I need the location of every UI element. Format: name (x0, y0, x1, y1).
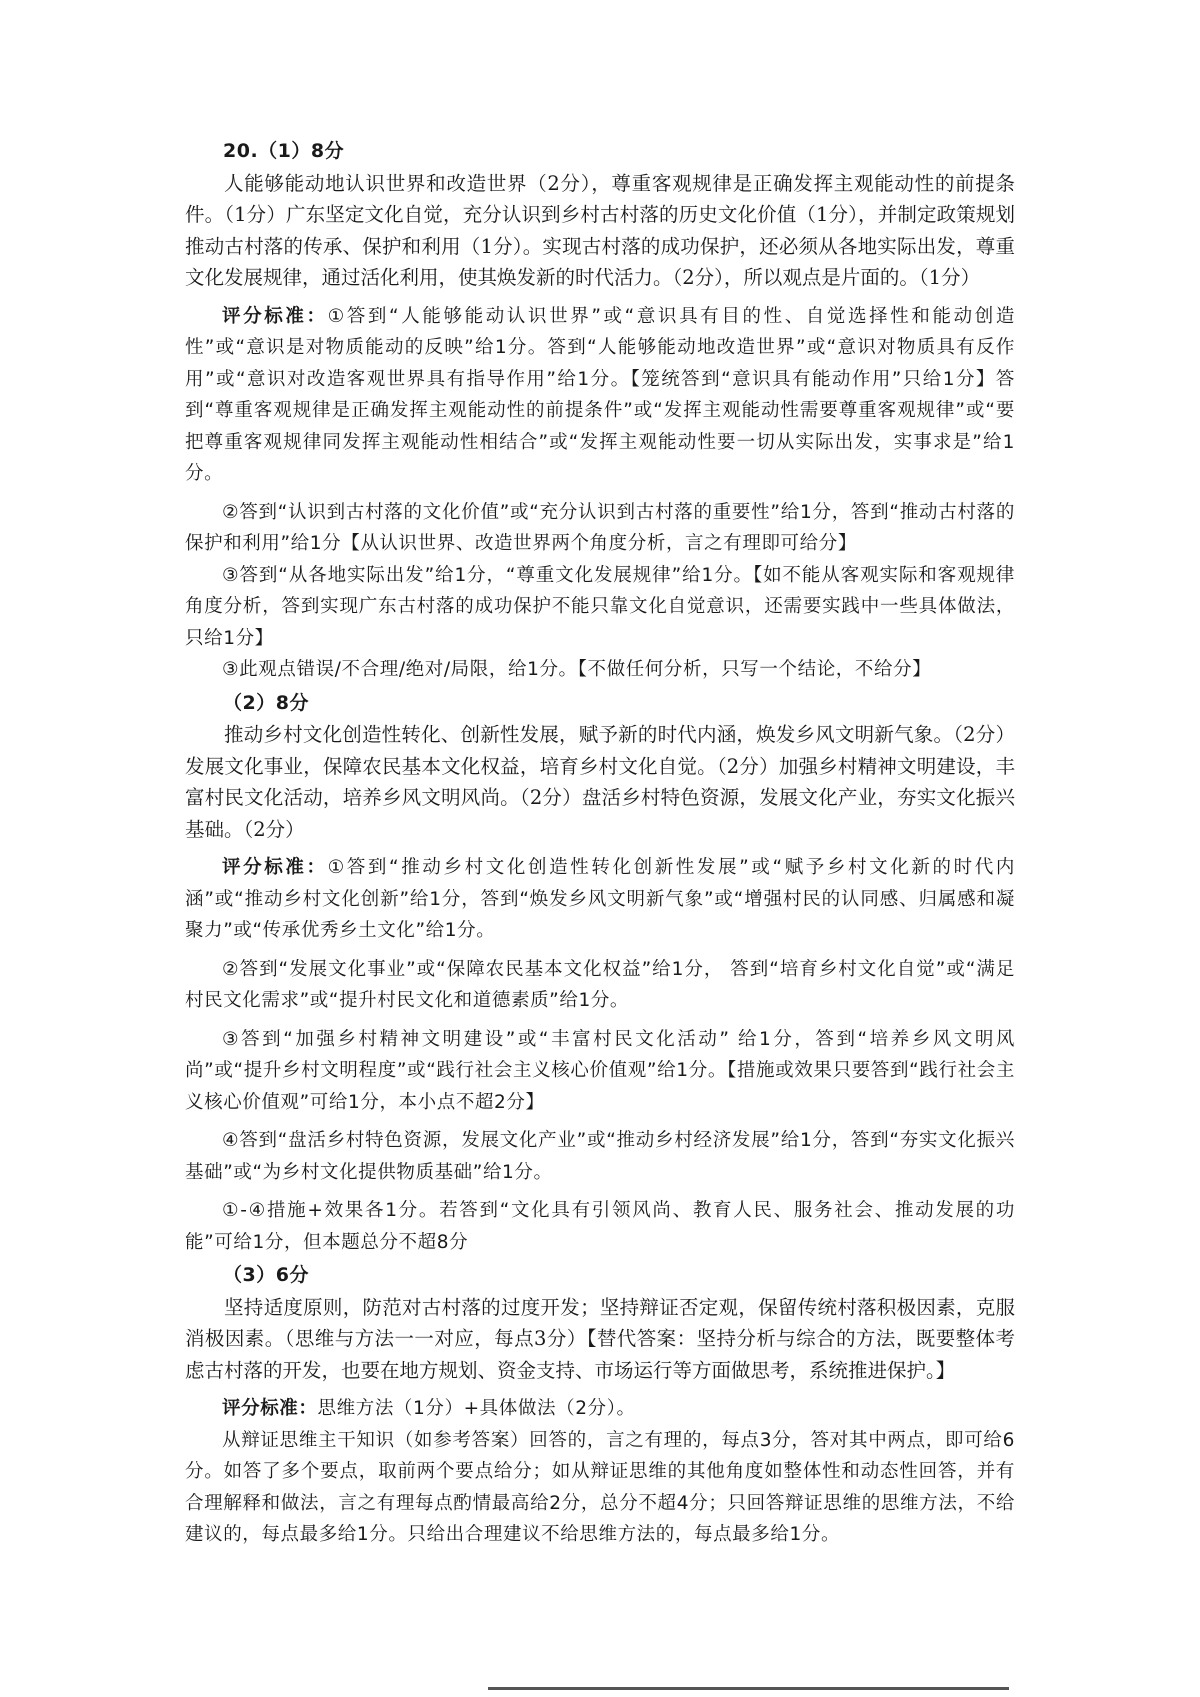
q3-criteria-inline: 思维方法（1分）+具体做法（2分）。 (317, 1398, 636, 1419)
q2-criteria-1 (185, 852, 1015, 947)
q1-criteria-text-1: ①答到“人能够能动认识世界”或“意识具有目的性、自觉选择性和能动创造性”或“意识是对物质能动的反映”给1分。答到“人能够能动地改造世界”或“意识对物质具有反作用”或“意识对改造客观世界具有指导作用”给1分。【笼统答到“意识具有能动作用”只给1分】答到“尊重客观规律是正确发挥主观能动性的前提条件”或“发挥主观能动性需要尊重客观规律”或“要把尊重客观规律同发挥主观能动性相结合”或“发挥主观能动性要一切从实际出发，实事求是”给1分。 (185, 305, 1015, 484)
q3-criteria-summary (185, 1393, 1015, 1425)
q1-heading: 20.（1）8分 (223, 140, 345, 162)
q1-criteria-3: ③答到“从各地实际出发”给1分，“尊重文化发展规律”给1分。【如不能从客观实际和客观规律角度分析，答到实现广东古村落的成功保护不能只靠文化自觉意识，还需要实践中一些具体做法，只给1分】 (185, 564, 1015, 649)
q2-criteria-4: ④答到“盘活乡村特色资源，发展文化产业”或“推动乡村经济发展”给1分，答到“夯实文化振兴基础”或“为乡村文化提供物质基础”给1分。 (185, 1130, 1015, 1183)
q3-heading: （3）6分 (223, 1264, 309, 1286)
q1-criteria-label: 评分标准： (222, 305, 328, 327)
q3-answer: 坚持适度原则，防范对古村落的过度开发；坚持辩证否定观，保留传统村落积极因素，克服消极因素。（思维与方法一一对应，每点3分）【替代答案：坚持分析与综合的方法，既要整体考虑古村落的开发，也要在地方规划、资金支持、市场运行等方面做思考，系统推进保护。】 (185, 1295, 1015, 1382)
q2-criteria-3: ③答到“加强乡村精神文明建设”或“丰富村民文化活动” 给1分，答到“培养乡风文明风尚”或“提升乡村文明程度”或“践行社会主义核心价值观”给1分。【措施或效果只要答到“践行社会主义核心价值观”可给1分，本小点不超2分】 (185, 1028, 1015, 1113)
q1-criteria-4: ③此观点错误/不合理/绝对/局限，给1分。【不做任何分析，只写一个结论，不给分】 (222, 659, 932, 680)
q2-criteria-2: ②答到“发展文化事业”或“保障农民基本文化权益”给1分， 答到“培育乡村文化自觉”或“满足村民文化需求”或“提升村民文化和道德素质”给1分。 (185, 958, 1015, 1011)
q2-answer: 推动乡村文化创造性转化、创新性发展，赋予新的时代内涵，焕发乡风文明新气象。（2分）发展文化事业，保障农民基本文化权益，培育乡村文化自觉。（2分）加强乡村精神文明建设，丰富村民文化活动，培养乡风文明风尚。（2分）盘活乡村特色资源，发展文化产业，夯实文化振兴基础。（2分） (185, 723, 1015, 841)
q2-criteria-5: ①-④措施+效果各1分。若答到“文化具有引领风尚、教育人民、服务社会、推动发展的功能”可给1分，但本题总分不超8分 (185, 1200, 1015, 1253)
q1-criteria-1 (185, 301, 1015, 490)
q1-criteria-2: ②答到“认识到古村落的文化价值”或“充分认识到古村落的重要性”给1分，答到“推动古村落的保护和利用”给1分【从认识世界、改造世界两个角度分析，言之有理即可给分】 (185, 501, 1015, 554)
q3-criteria-1: 从辩证思维主干知识（如参考答案）回答的，言之有理的，每点3分，答对其中两点，即可给6分。如答了多个要点，取前两个要点给分；如从辩证思维的其他角度如整体性和动态性回答，并有合理解释和做法，言之有理每点酌情最高给2分，总分不超4分；只回答辩证思维的思维方法，不给建议的，每点最多给1分。只给出合理建议不给思维方法的，每点最多给1分。 (185, 1429, 1015, 1545)
q3-criteria-label: 评分标准： (222, 1398, 318, 1419)
q1-answer: 人能够能动地认识世界和改造世界（2分），尊重客观规律是正确发挥主观能动性的前提条件。（1分）广东坚定文化自觉，充分认识到乡村古村落的历史文化价值（1分），并制定政策规划推动古村落的传承、保护和利用（1分）。实现古村落的成功保护，还必须从各地实际出发，尊重文化发展规律，通过活化利用，使其焕发新的时代活力。（2分），所以观点是片面的。（1分） (185, 171, 1015, 289)
answer-key-document (185, 136, 1015, 1551)
q2-criteria-label: 评分标准： (222, 857, 328, 878)
q2-criteria-text-1: ①答到“推动乡村文化创造性转化创新性发展”或“赋予乡村文化新的时代内涵”或“推动乡村文化创新”给1分，答到“焕发乡风文明新气象”或“增强村民的认同感、归属感和凝聚力”或“传承优秀乡土文化”给1分。 (185, 857, 1015, 941)
q2-heading: （2）8分 (223, 691, 309, 714)
scan-edge-line (488, 1687, 1009, 1690)
